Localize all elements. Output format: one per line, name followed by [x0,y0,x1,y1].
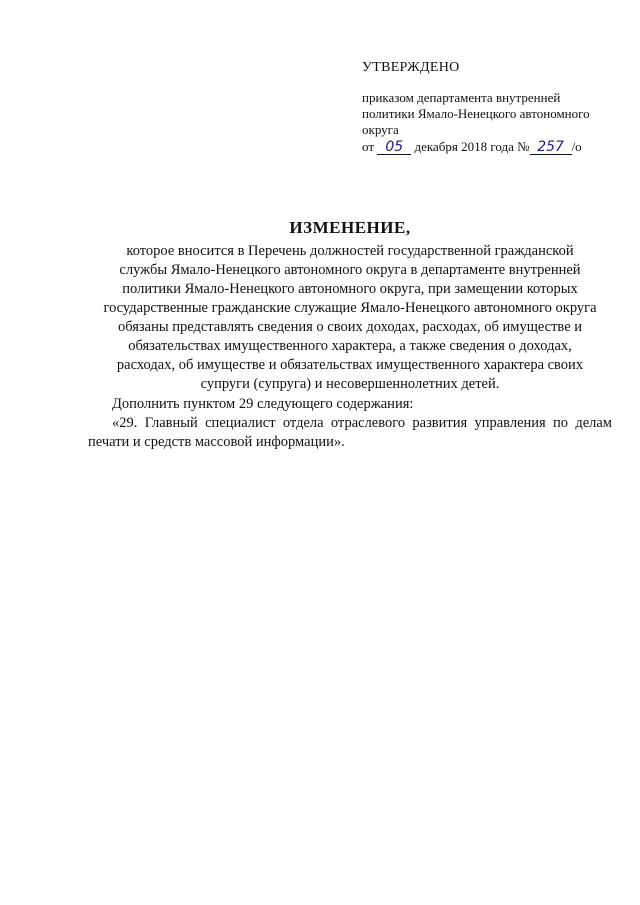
date-prefix: от [362,139,375,154]
order-line-3: округа [362,122,399,137]
order-suffix: /о [571,139,582,154]
approved-heading: УТВЕРЖДЕНО [362,60,460,75]
handwritten-order-number: 257 [530,140,572,155]
subtitle-line-2: службы Ямало-Ненецкого автономного округа в департаменте внутренней [119,262,581,278]
subtitle-line-7: расходах, об имуществе и обязательствах имущественного характера своих [116,357,584,373]
handwritten-day: 05 [377,140,411,155]
subtitle-line-6: обязательствах имущественного характера, а также сведения о доходах, [128,338,572,354]
order-line-2: политики Ямало-Ненецкого автономного [362,106,590,121]
body-intro-paragraph: Дополнить пунктом 29 следующего содержания: [112,396,414,412]
document-title: ИЗМЕНЕНИЕ, [289,218,411,237]
subtitle-line-3: политики Ямало-Ненецкого автономного округа, при замещении которых [122,281,578,297]
approval-stamp-block [362,60,612,155]
subtitle-line-8: супруги (супруга) и несовершеннолетних детей. [200,376,500,392]
order-line-1: приказом департамента внутренней [362,90,561,105]
body-item-29-paragraph: «29. Главный специалист отдела отраслевого развития управления по делам печати и средств массовой информации». [88,415,612,450]
document-body [88,395,612,452]
subtitle-line-4: государственные гражданские служащие Ямало-Ненецкого автономного округа [103,300,597,316]
subtitle-line-5: обязаны представлять сведения о своих доходах, расходах, об имуществе и [117,319,583,335]
date-rest: декабря 2018 года № [414,139,530,154]
document-title-block [90,218,610,394]
subtitle-line-1: которое вносится в Перечень должностей государственной гражданской [126,243,574,259]
order-date-line [362,138,612,155]
